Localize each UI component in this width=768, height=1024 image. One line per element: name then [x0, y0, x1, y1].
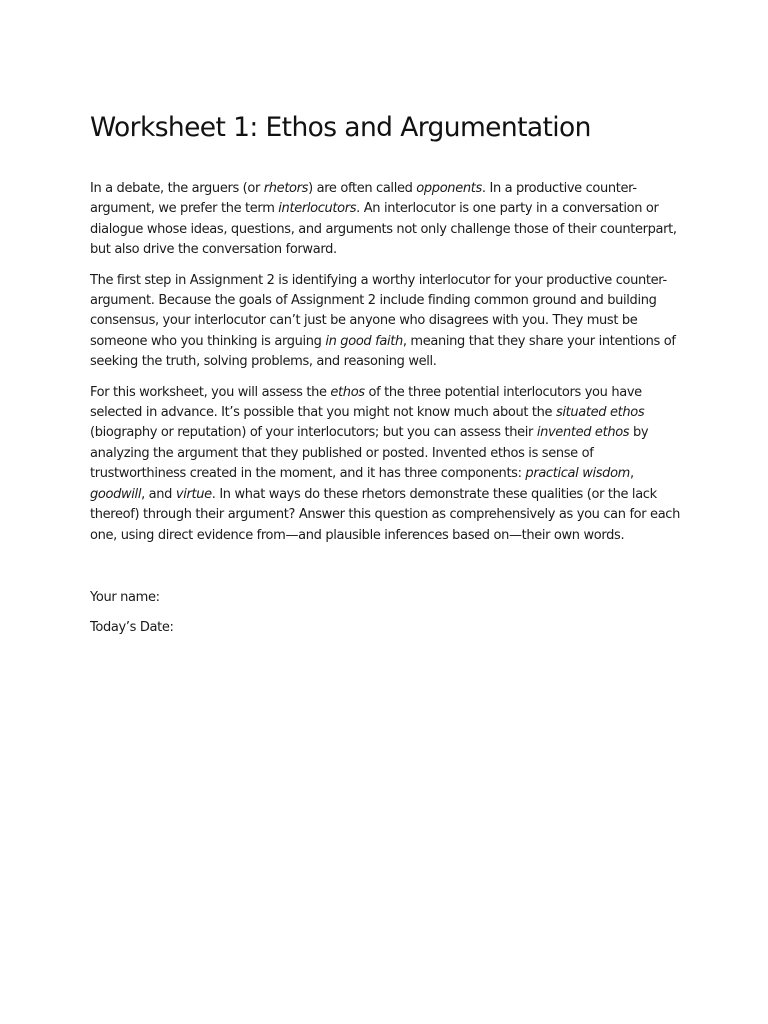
- text-run: , meaning that they share your intentions of seeking the truth, solving problems, and reasoning well.: [90, 333, 676, 370]
- text-run: (biography or reputation) of your interlocutors; but you can assess their: [90, 425, 537, 441]
- text-run: . In a productive counter-argument, we prefer the term: [90, 181, 637, 217]
- paragraph-intro: [90, 179, 680, 261]
- paragraph-instructions: [90, 383, 680, 546]
- name-field-label: Your name:: [90, 589, 160, 605]
- text-run: ) are often called: [308, 181, 417, 196]
- text-run: . An interlocutor is one party in a conversation or dialogue whose ideas, questions, and arguments not only challenge those of their counterpart, but also drive the conversation forward.: [90, 201, 677, 258]
- text-run: For this worksheet, you will assess the: [90, 384, 331, 400]
- text-run: , and: [141, 486, 176, 502]
- form-fields: [90, 588, 680, 639]
- document-body: [90, 179, 680, 546]
- date-field-label: Today’s Date:: [90, 620, 174, 636]
- text-run: ,: [630, 466, 634, 482]
- text-run: by analyzing the argument that they published or posted. Invented ethos is sense of trustworthiness created in the moment, and it has three components:: [90, 425, 649, 482]
- text-run: . In what ways do these rhetors demonstrate these qualities (or the lack thereof) through their argument? Answer this question as comprehensively as you can for each one, using direct evidence from—and plausible inferences based on—their own words.: [90, 486, 680, 543]
- italic-term: rhetors: [263, 181, 309, 196]
- text-run: of the three potential interlocutors you have selected in advance. It’s possible that you might not know much about the: [90, 384, 642, 421]
- paragraph-first-step: [90, 271, 680, 373]
- italic-term: opponents: [416, 181, 482, 196]
- document-title: Worksheet 1: Ethos and Argumentation: [90, 112, 591, 143]
- italic-term: practical wisdom: [525, 466, 630, 482]
- italic-term: in good faith: [325, 333, 403, 349]
- italic-term: goodwill: [90, 486, 142, 502]
- italic-term: interlocutors: [278, 201, 357, 217]
- italic-term: situated ethos: [555, 405, 645, 421]
- italic-term: virtue: [175, 486, 212, 502]
- text-run: In a debate, the arguers (or: [90, 181, 264, 196]
- text-run: The first step in Assignment 2 is identifying a worthy interlocutor for your productive counter-argument. Because the goals of Assignment 2 include finding common ground and building consensus, your interlocutor can’t just be anyone who disagrees with you. They must be someone who you thinking is arguing: [90, 272, 667, 349]
- italic-term: ethos: [330, 384, 365, 400]
- italic-term: invented ethos: [536, 425, 630, 441]
